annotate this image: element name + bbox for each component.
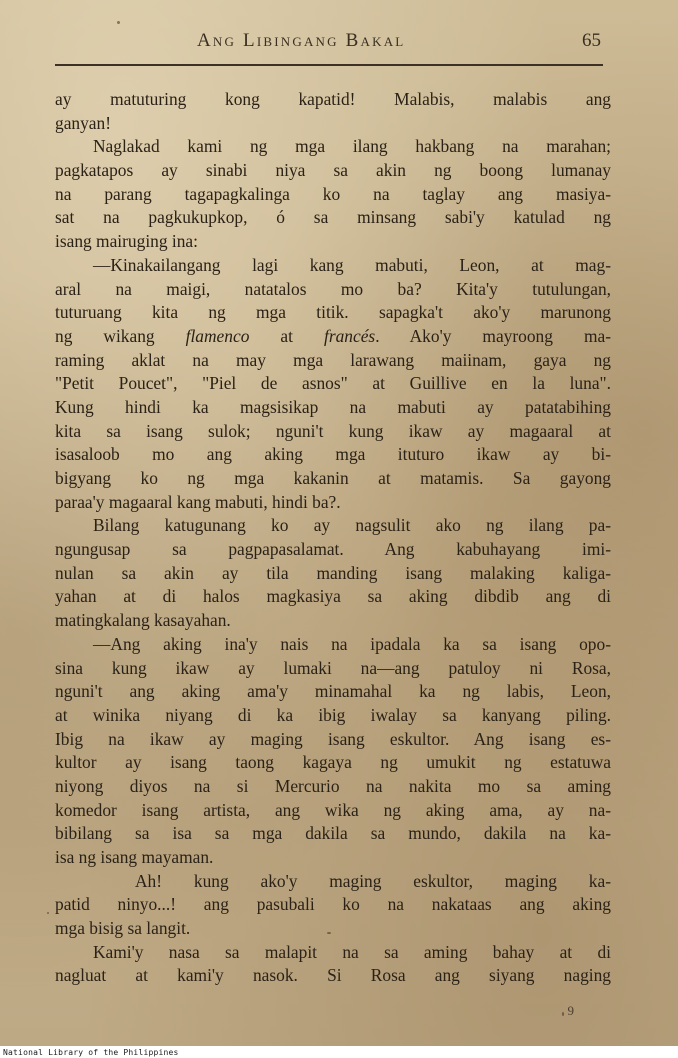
text-line: paraa'y magaaral kang mabuti, hindi ba?.: [55, 491, 341, 512]
paper-speck: [117, 21, 120, 24]
text-line: isa ng isang mayaman.: [55, 847, 214, 867]
text-line: raming aklat na may mga larawang maiinam, gaya ng: [55, 349, 611, 370]
text-line: ay matuturing kong kapatid! Malabis, malabis ang: [55, 89, 611, 109]
header-rule: [55, 64, 603, 66]
text-line: tuturuang kita ng mga titik. sapagka't ako'y marunong: [55, 302, 611, 323]
text-line: nulan sa akin ay tila manding isang malaking kaliga-: [55, 562, 611, 583]
text-line: mga bisig sa langit.: [55, 918, 191, 939]
text-line: bigyang ko ng mga kakanin at matamis. Sa gayong: [55, 468, 611, 488]
signature-mark: 9: [567, 1003, 574, 1018]
text-line: pagkatapos ay sinabi niya sa akin ng boong lumanay: [55, 160, 611, 181]
italic-word: francés: [324, 325, 376, 346]
text-line: Ah! kung ako'y maging eskultor, maging ka-: [135, 870, 611, 891]
text-line: yahan at di halos magkasiya sa aking dibdib ang di: [55, 586, 611, 607]
paper-speck: [562, 1012, 564, 1016]
text-line: "Petit Poucet", "Piel de asnos" at Guillive en la luna".: [55, 373, 611, 394]
text-line: kultor ay isang taong kagaya ng umukit ng estatuwa: [55, 752, 611, 773]
text-line: —Kinakailangang lagi kang mabuti, Leon, at mag-: [93, 254, 611, 275]
text-line: Bilang katugunang ko ay nagsulit ako ng ilang pa-: [93, 515, 611, 536]
text-line: isang mairuging ina:: [55, 231, 198, 252]
text-line: komedor isang artista, ang wika ng aking ama, ay na-: [55, 799, 611, 820]
text-line: Kami'y nasa sa malapit na sa aming bahay at di: [93, 941, 611, 962]
text-line: sat na pagkukupkop, ó sa minsang sabi'y katulad ng: [55, 207, 611, 228]
italic-word: flamenco: [185, 325, 250, 346]
text-line: bibilang sa isa sa mga dakila sa mundo, dakila na ka-: [55, 823, 611, 844]
text-line: Naglakad kami ng mga ilang hakbang na marahan;: [93, 136, 611, 157]
text-line: at winika niyang di ka ibig iwalay sa kanyang piling.: [55, 704, 611, 725]
text-line: Kung hindi ka magsisikap na mabuti ay patatabihing: [55, 396, 611, 417]
text-line: isasaloob mo ang aking mga ituturo ikaw ay bi-: [55, 444, 611, 465]
library-credit: National Library of the Philippines: [3, 1048, 179, 1057]
text-line: aral na maigi, natatalos mo ba? Kita'y tutulungan,: [55, 278, 611, 299]
text-line: na parang tagapagkalinga ko na taglay ang masiya-: [55, 183, 611, 204]
paper-speck: [47, 912, 49, 914]
text-line: ngungusap sa pagpapasalamat. Ang kabuhayang imi-: [55, 539, 611, 560]
text-line: matingkalang kasayahan.: [55, 610, 231, 631]
text-line: —Ang aking ina'y nais na ipadala ka sa isang opo-: [93, 633, 611, 654]
text-line: kita sa isang sulok; nguni't kung ikaw ay magaaral at: [55, 420, 611, 441]
text-line: ng wikang flamenco at francés. Ako'y mayroong ma-: [55, 325, 611, 346]
running-title: Ang Libingang Bakal: [197, 30, 406, 51]
page-header: [55, 30, 605, 60]
page-number: 65: [582, 30, 601, 51]
text-line: ganyan!: [55, 112, 112, 133]
text-line: nagluat at kami'y nasok. Si Rosa ang siyang naging: [55, 965, 611, 986]
body-text: [55, 88, 611, 988]
paper-speck: [327, 932, 331, 934]
text-line: sina kung ikaw ay lumaki na—ang patuloy ni Rosa,: [55, 657, 611, 678]
text-line: Ibig na ikaw ay maging isang eskultor. Ang isang es-: [55, 728, 611, 749]
text-line: niyong diyos na si Mercurio na nakita mo sa aming: [55, 775, 611, 796]
text-line: patid ninyo...! ang pasubali ko na nakataas ang aking: [55, 894, 611, 915]
text-line: nguni't ang aking ama'y minamahal ka ng labis, Leon,: [55, 681, 611, 702]
